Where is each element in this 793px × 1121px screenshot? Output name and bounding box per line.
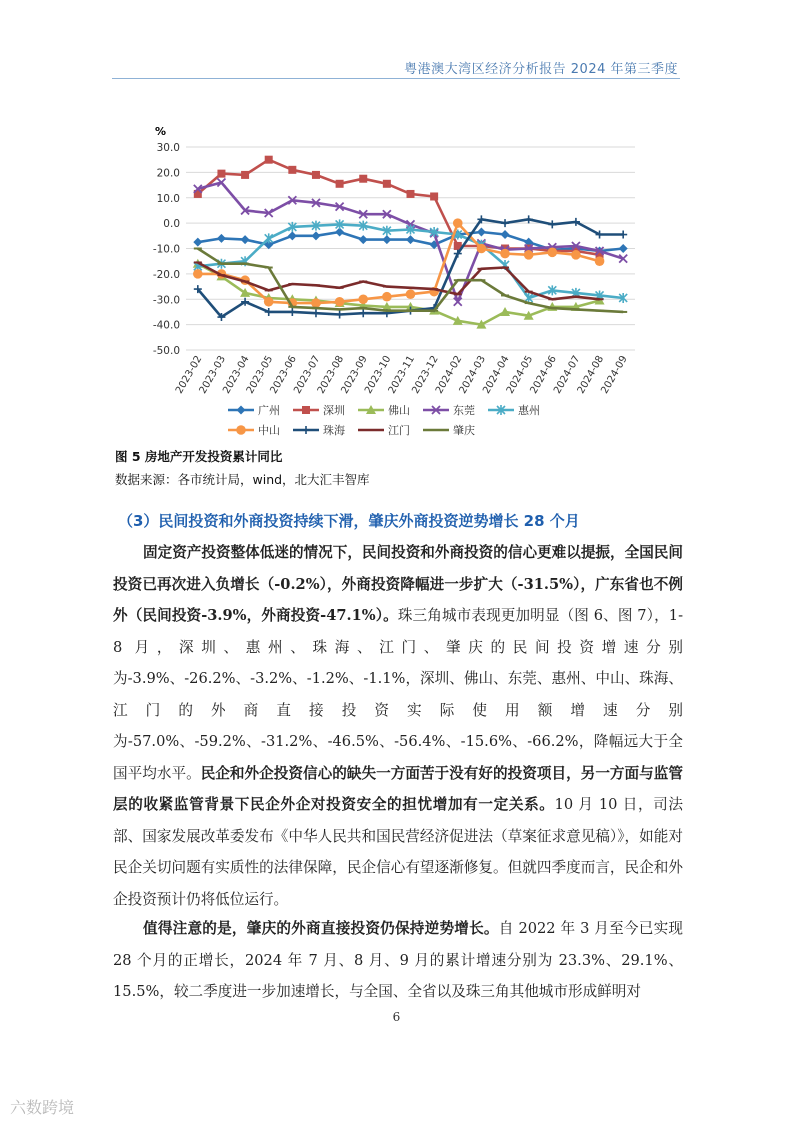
para1-text-1: 珠三角城市表现更加明显（图 6、图 7），1-8 月，深圳、惠州、珠海、江门、肇庆的民间投资增速分别为-3.9%、-26.2%、-3.2%、-1.2%、-1.1%，深圳、佛山、东莞、惠州、中山、珠海、江门的外商直接投资实际使用额增速分别为-57.0%、-59.2%、-31.2%、-46.5%、-56.4%、-15.6%、-66.2%，降幅远大于全国平均水平。 — [113, 607, 683, 782]
x-tick-label: 2024-05 — [504, 354, 536, 396]
data-point — [311, 231, 320, 240]
data-point — [265, 308, 273, 316]
x-tick-label: 2023-07 — [292, 354, 323, 396]
data-point — [217, 170, 225, 178]
series-line — [198, 223, 600, 303]
data-point — [288, 166, 296, 174]
x-tick-label: 2024-04 — [481, 354, 512, 396]
data-point — [193, 269, 203, 279]
y-tick-label: 20.0 — [156, 167, 180, 180]
legend-item — [293, 423, 345, 437]
legend-label: 江门 — [388, 424, 410, 437]
data-point — [595, 256, 605, 266]
data-point — [547, 248, 557, 258]
data-point — [193, 238, 202, 247]
data-point — [288, 308, 296, 316]
data-point — [336, 310, 344, 318]
running-header: 粤港澳大湾区经济分析报告 2024 年第三季度 — [404, 62, 678, 77]
legend-label: 东莞 — [453, 404, 475, 417]
y-tick-label: -30.0 — [152, 294, 180, 307]
line-chart — [140, 120, 660, 445]
legend-item — [228, 403, 280, 417]
x-tick-label: 2024-09 — [599, 354, 630, 396]
x-tick-label: 2023-06 — [268, 354, 299, 396]
data-point — [312, 171, 320, 179]
data-point — [241, 235, 250, 244]
y-tick-label: 0.0 — [163, 218, 180, 231]
data-point — [453, 218, 463, 228]
figure-source: 数据来源：各市统计局，wind，北大汇丰智库 — [115, 472, 370, 487]
data-point — [382, 235, 391, 244]
legend-item — [293, 403, 345, 417]
x-tick-label: 2024-07 — [552, 354, 583, 396]
data-point — [312, 309, 320, 317]
y-tick-label: -20.0 — [152, 268, 180, 281]
data-point — [217, 234, 226, 243]
legend-item — [358, 423, 410, 437]
data-point — [477, 228, 486, 237]
x-tick-label: 2024-03 — [457, 354, 488, 396]
data-point — [359, 235, 368, 244]
data-point — [383, 180, 391, 188]
x-tick-label: 2023-05 — [244, 354, 276, 396]
data-point — [548, 220, 556, 228]
data-point — [237, 406, 246, 415]
paragraph-1 — [113, 537, 683, 915]
data-point — [619, 231, 627, 239]
data-point — [500, 249, 510, 259]
data-point — [336, 180, 344, 188]
data-point — [302, 406, 310, 414]
data-point — [501, 219, 509, 227]
data-point — [335, 297, 345, 307]
legend-label: 珠海 — [323, 424, 345, 437]
data-point — [382, 292, 392, 302]
section-heading: （3）民间投资和外商投资持续下滑，肇庆外商投资逆势增长 28 个月 — [118, 512, 580, 530]
legend-label: 中山 — [258, 424, 280, 437]
data-point — [264, 297, 274, 307]
y-tick-label: -10.0 — [152, 243, 180, 256]
data-point — [265, 156, 273, 164]
x-tick-label: 2023-08 — [315, 354, 347, 396]
data-point — [525, 215, 533, 223]
x-tick-label: 2023-03 — [197, 354, 229, 396]
para1-bold-2: 民企和外企投资信心的缺失一方面苦于没有好的投资项目，另一方面与监管层的收紧监管背景下民企外企对投资安全的担忧增加有一定关系。 — [113, 764, 683, 813]
data-point — [501, 230, 510, 239]
para2-bold-1: 值得注意的是，肇庆的外商直接投资仍保持逆势增长。 — [143, 920, 499, 937]
data-point — [406, 235, 415, 244]
watermark: 六数跨境 — [10, 1098, 75, 1117]
y-tick-label: 10.0 — [156, 192, 180, 205]
legend-label: 肇庆 — [453, 424, 475, 437]
legend-label: 惠州 — [518, 404, 540, 417]
legend-item — [228, 423, 280, 437]
legend-item — [423, 423, 475, 437]
x-tick-label: 2024-08 — [575, 354, 607, 396]
x-tick-label: 2023-02 — [173, 354, 205, 396]
paragraph-2 — [113, 913, 683, 1008]
legend-item — [488, 403, 540, 417]
x-tick-label: 2024-02 — [433, 354, 465, 396]
data-point — [407, 190, 415, 198]
data-point — [524, 250, 534, 260]
data-point — [311, 298, 321, 308]
data-point — [359, 175, 367, 183]
y-tick-label: -50.0 — [152, 345, 180, 357]
legend-label: 深圳 — [323, 404, 345, 417]
x-tick-label: 2023-09 — [339, 354, 370, 396]
page-number: 6 — [392, 1010, 401, 1024]
x-tick-label: 2024-06 — [528, 354, 559, 396]
para1-bold-1: 固定资产投资整体低迷的情况下，民间投资和外商投资的信心更难以提振，全国民间投资已再次进入负增长（-0.2%），外商投资降幅进一步扩大（-31.5%），广东省也不例外（民间投资-3.9%，外商投资-47.1%）。 — [113, 544, 683, 624]
x-tick-label: 2023-10 — [363, 354, 394, 396]
y-axis-unit: % — [155, 125, 167, 138]
legend-label: 广州 — [258, 404, 280, 417]
x-tick-label: 2023-04 — [221, 354, 252, 396]
x-tick-label: 2023-11 — [386, 354, 418, 396]
x-tick-label: 2023-12 — [410, 354, 441, 396]
data-point — [236, 425, 246, 435]
y-tick-label: -40.0 — [152, 319, 180, 332]
para1-text-2: 10 月 10 日，司法部、国家发展改革委发布《中华人民共和国民营经济促进法（草案征求意见稿）》，如能对民企关切问题有实质性的法律保障，民企信心有望逐渐修复。但就四季度而言，民企和外企投资预计仍将低位运行。 — [113, 796, 683, 908]
series-深圳 — [194, 156, 604, 259]
data-point — [359, 309, 367, 317]
data-point — [619, 244, 628, 253]
data-point — [406, 289, 416, 299]
data-point — [288, 231, 297, 240]
data-point — [358, 294, 368, 304]
figure-caption: 图 5 房地产开发投资累计同比 — [115, 449, 283, 464]
legend-item — [358, 403, 410, 417]
data-point — [477, 244, 487, 254]
header-divider — [112, 78, 680, 79]
data-point — [302, 426, 310, 434]
legend-label: 佛山 — [388, 404, 410, 417]
y-tick-label: 30.0 — [156, 142, 180, 154]
legend-item — [423, 403, 475, 417]
para2-text-1: 自 2022 年 3 月至今已实现 28 个月的正增长，2024 年 7 月、8 月、9 月的累计增速分别为 23.3%、29.1%、15.5%，较二季度进一步加速增长，与全国、全省以及珠三角其他城市形成鲜明对 — [113, 920, 683, 1000]
data-point — [241, 171, 249, 179]
data-point — [571, 250, 581, 260]
data-point — [430, 192, 438, 200]
